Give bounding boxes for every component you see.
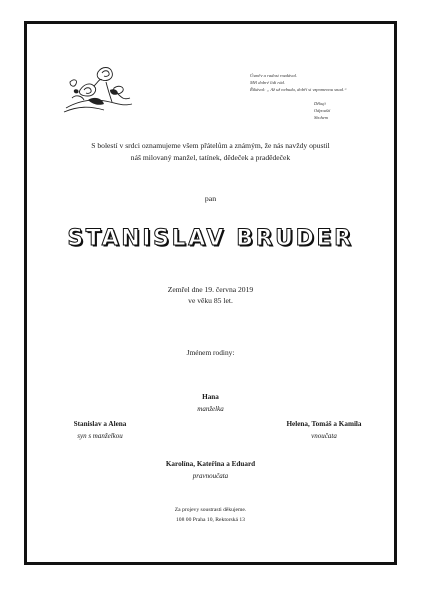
- thanks-line: Za projevy soustrasti děkujeme.: [174, 507, 247, 513]
- relative-son: [40, 420, 160, 440]
- relative-name: Hana: [202, 393, 219, 401]
- family-label: Jménem rodiny:: [186, 348, 235, 357]
- relative-role: manželka: [197, 405, 224, 413]
- poem-line: Říkával: „ Až už nebudu, dobří si vzpomenou snad.“: [250, 87, 347, 92]
- address-line: 108 00 Praha 10, Rektorská 13: [176, 517, 245, 523]
- relative-name: Helena, Tomáš a Kamila: [286, 420, 362, 428]
- relative-wife: [24, 393, 397, 413]
- poem-author-line: Odpouští: [314, 108, 331, 113]
- poem-author-line: Sbohem: [314, 115, 328, 120]
- relative-role: syn s manželkou: [77, 432, 123, 440]
- announcement-line: náš milovaný manžel, tatínek, dědeček a pradědeček: [130, 153, 291, 162]
- deceased-name: STANISLAV BRUDER: [67, 226, 354, 251]
- poem-line: Měl dobré lidi rád.: [250, 80, 285, 85]
- announcement-text: [24, 140, 397, 164]
- honorific: pan: [204, 194, 217, 203]
- footer: [24, 505, 397, 525]
- relative-grandchildren: [262, 420, 386, 440]
- poem-author-line: Děkuji: [314, 101, 326, 106]
- death-date: Zemřel dne 19. června 2019: [167, 285, 254, 294]
- relative-role: pravnoučata: [192, 472, 229, 480]
- death-details: [24, 284, 397, 306]
- announcement-line: S bolestí v srdci oznamujeme všem přátelům a známým, že nás navždy opustil: [91, 141, 330, 150]
- poem-quote: [250, 72, 390, 93]
- rose-illustration: [60, 60, 136, 116]
- relative-name: Stanislav a Alena: [73, 420, 127, 428]
- poem-signature: [314, 100, 384, 121]
- poem-line: Úsměv a radost rozdával.: [250, 73, 298, 78]
- relative-name: Karolína, Kateřina a Eduard: [165, 460, 256, 468]
- relative-great-grandchildren: [24, 460, 397, 480]
- death-age: ve věku 85 let.: [188, 296, 233, 305]
- relative-role: vnoučata: [311, 432, 337, 440]
